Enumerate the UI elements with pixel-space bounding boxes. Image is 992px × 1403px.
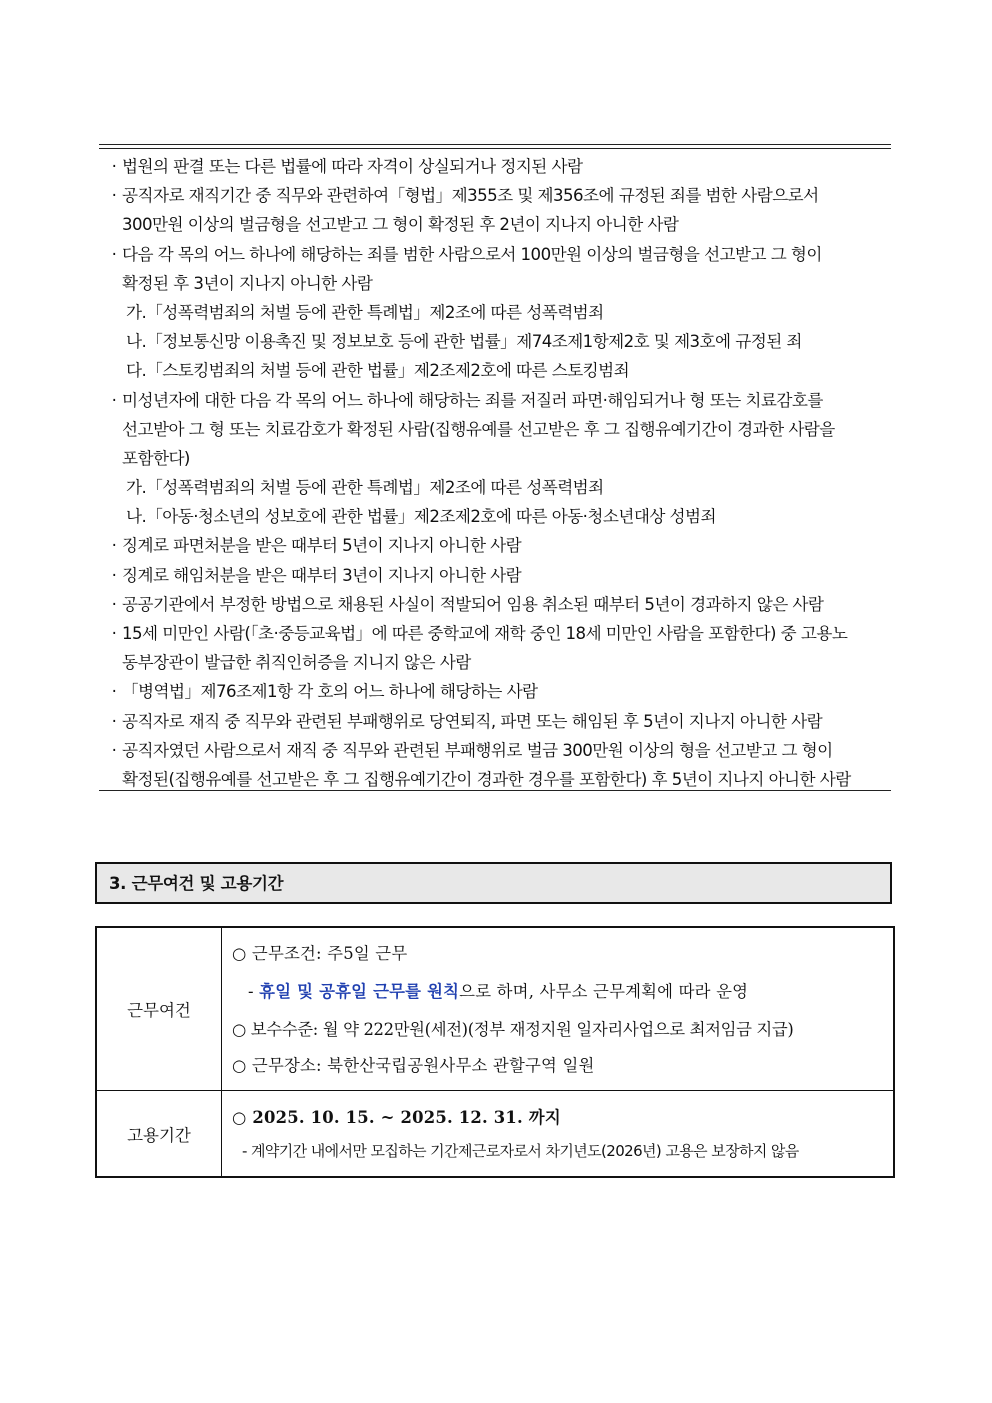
conditions-table (95, 926, 895, 1178)
list-item-text: 포함한다) (122, 448, 190, 468)
list-item-text: 공직자로 재직기간 중 직무와 관련하여「형법」제355조 및 제356조에 규정된 죄를 범한 사람으로서 (122, 186, 819, 206)
list-item-text: 법원의 판결 또는 다른 법률에 따라 자격이 상실되거나 정지된 사람 (122, 157, 583, 176)
list-item (99, 502, 891, 531)
list-item (99, 181, 891, 210)
bullet-dot: · (111, 157, 117, 176)
list-item (99, 386, 891, 415)
list-item (99, 473, 891, 502)
list-item (99, 648, 891, 677)
list-item (99, 210, 891, 239)
work-conditions-body (222, 928, 893, 1090)
list-item (99, 356, 891, 385)
work-schedule-line: ○ 근무조건: 주5일 근무 (232, 944, 408, 963)
bullet-dot: · (111, 594, 117, 614)
bullet-dot: · (111, 390, 117, 410)
list-item (99, 415, 891, 444)
section-title: 3. 근무여건 및 고용기간 (109, 874, 284, 893)
bullet-dot: · (111, 711, 117, 731)
disqualification-lines (99, 149, 891, 794)
salary-line: ○ 보수수준: 월 약 222만원(세전)(정부 재정지원 일자리사업으로 최저임금 지급) (232, 1020, 794, 1039)
work-conditions-head: 근무여건 (97, 928, 222, 1090)
bullet-dot: · (111, 740, 117, 760)
list-item-text: 동부장관이 발급한 취직인허증을 지니지 않은 사람 (122, 653, 471, 673)
list-item (99, 590, 891, 619)
holiday-rest: 으로 하며, 사무소 근무계획에 따라 운영 (459, 982, 749, 1001)
employment-dates-line: ○ 2025. 10. 15. ~ 2025. 12. 31. 까지 (232, 1108, 561, 1127)
list-item (99, 677, 891, 706)
list-item (99, 736, 891, 765)
list-item-text: 공직자였던 사람으로서 재직 중 직무와 관련된 부패행위로 벌금 300만원 이상의 형을 선고받고 그 형이 (122, 740, 833, 760)
holiday-dash: - (248, 982, 260, 1001)
list-item (99, 269, 891, 298)
list-item (99, 327, 891, 356)
employment-note-line: - 계약기간 내에서만 모집하는 기간제근로자로서 차기년도(2026년) 고용은 보장하지 않음 (242, 1142, 799, 1160)
list-item-text: 징계로 해임처분을 받은 때부터 3년이 지나지 아니한 사람 (122, 565, 522, 585)
list-item-text: 나.「아동·청소년의 성보호에 관한 법률」제2조제2호에 따른 아동·청소년대상 성범죄 (126, 507, 716, 527)
list-item (99, 298, 891, 327)
list-item-text: 나.「정보통신망 이용촉진 및 정보보호 등에 관한 법률」제74조제1항제2호 및 제3호에 규정된 죄 (126, 332, 802, 352)
list-item (99, 619, 891, 648)
list-item-text: 미성년자에 대한 다음 각 목의 어느 하나에 해당하는 죄를 저질러 파면·해임되거나 형 또는 치료감호를 (122, 390, 823, 410)
top-rule (99, 144, 891, 145)
list-item-text: 300만원 이상의 벌금형을 선고받고 그 형이 확정된 후 2년이 지나지 아니한 사람 (122, 215, 679, 235)
list-item-text: 가.「성폭력범죄의 처벌 등에 관한 특례법」제2조에 따른 성폭력범죄 (126, 478, 604, 498)
list-item (99, 444, 891, 473)
work-conditions-row (97, 928, 893, 1091)
bullet-dot: · (111, 186, 117, 206)
list-item-text: 확정된(집행유예를 선고받은 후 그 집행유예기간이 경과한 경우를 포함한다) 후 5년이 지나지 아니한 사람 (122, 769, 851, 789)
list-item-text: 15세 미만인 사람(「초·중등교육법」에 따른 중학교에 재학 중인 18세 미만인 사람을 포함한다) 중 고용노 (122, 624, 848, 643)
list-item (99, 707, 891, 736)
list-item-text: 「병역법」제76조제1항 각 호의 어느 하나에 해당하는 사람 (122, 682, 538, 702)
bottom-rule (99, 790, 891, 791)
list-item-text: 확정된 후 3년이 지나지 아니한 사람 (122, 273, 373, 293)
bullet-dot: · (111, 244, 117, 264)
list-item (99, 240, 891, 269)
bullet-dot: · (111, 624, 117, 643)
bullet-dot: · (111, 565, 117, 585)
section-header (95, 862, 892, 904)
employment-period-head: 고용기간 (97, 1091, 222, 1176)
holiday-highlight: 휴일 및 공휴일 근무를 원칙 (259, 982, 460, 1001)
holiday-work-line (248, 978, 748, 1002)
list-item-text: 징계로 파면처분을 받은 때부터 5년이 지나지 아니한 사람 (122, 536, 522, 556)
disqualification-list (99, 144, 891, 794)
list-item (99, 531, 891, 560)
list-item-text: 가.「성폭력범죄의 처벌 등에 관한 특례법」제2조에 따른 성폭력범죄 (126, 302, 604, 322)
bullet-dot: · (111, 536, 117, 556)
list-item-text: 공공기관에서 부정한 방법으로 채용된 사실이 적발되어 임용 취소된 때부터 5년이 경과하지 않은 사람 (122, 594, 824, 614)
list-item-text: 다.「스토킹범죄의 처벌 등에 관한 법률」제2조제2호에 따른 스토킹범죄 (126, 361, 630, 381)
list-item (99, 152, 891, 181)
employment-period-row (97, 1091, 893, 1176)
list-item-text: 공직자로 재직 중 직무와 관련된 부패행위로 당연퇴직, 파면 또는 해임된 후 5년이 지나지 아니한 사람 (122, 711, 823, 731)
list-item (99, 561, 891, 590)
employment-period-body (222, 1091, 893, 1176)
list-item-text: 다음 각 목의 어느 하나에 해당하는 죄를 범한 사람으로서 100만원 이상의 벌금형을 선고받고 그 형이 (122, 244, 822, 264)
list-item-text: 선고받아 그 형 또는 치료감호가 확정된 사람(집행유예를 선고받은 후 그 집행유예기간이 경과한 사람을 (122, 419, 835, 439)
bullet-dot: · (111, 682, 117, 702)
work-location-line: ○ 근무장소: 북한산국립공원사무소 관할구역 일원 (232, 1056, 595, 1075)
